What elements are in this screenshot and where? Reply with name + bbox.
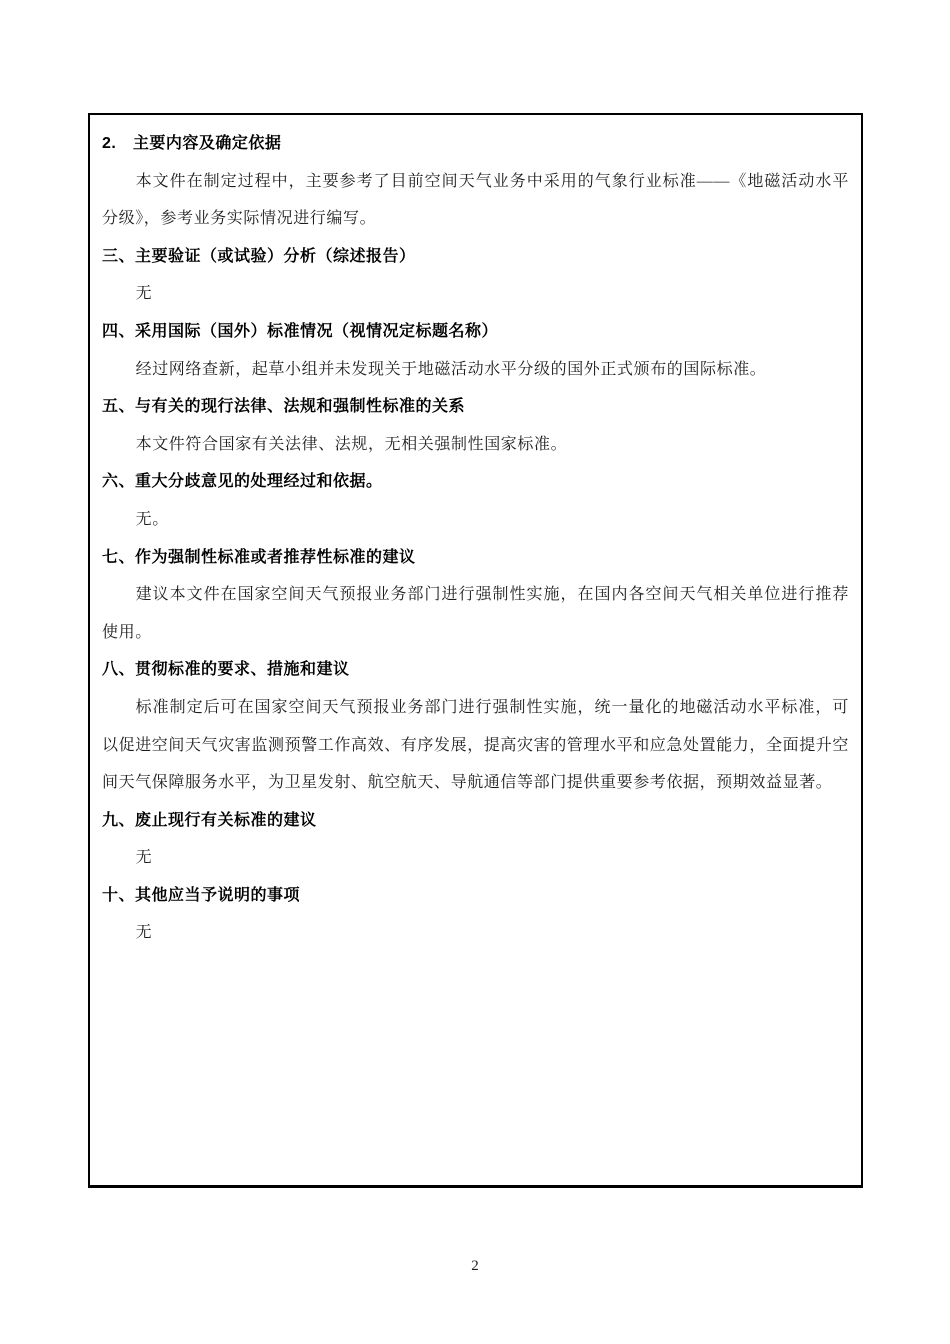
section-heading: 八、贯彻标准的要求、措施和建议 [102, 661, 350, 679]
section-mandatory-recommendation [102, 539, 849, 652]
section-heading: 三、主要验证（或试验）分析（综述报告） [102, 247, 416, 265]
section-paragraph: 本文件符合国家有关法律、法规，无相关强制性国家标准。 [135, 435, 568, 453]
section-paragraph: 无 [135, 924, 153, 942]
section-laws-relation [102, 388, 849, 463]
section-heading: 十、其他应当予说明的事项 [102, 886, 301, 904]
content-border-box [88, 113, 863, 1188]
section-heading: 五、与有关的现行法律、法规和强制性标准的关系 [102, 398, 466, 416]
section-paragraph: 经过网络查新，起草小组并未发现关于地磁活动水平分级的国外正式颁布的国际标准。 [135, 360, 767, 378]
section-heading: 六、重大分歧意见的处理经过和依据。 [102, 473, 383, 491]
section-main-content [102, 125, 849, 238]
section-paragraph: 建议本文件在国家空间天气预报业务部门进行强制性实施，在国内各空间天气相关单位进行推荐使用。 [102, 586, 849, 641]
section-verification [102, 238, 849, 313]
section-abolish-standards [102, 802, 849, 877]
section-paragraph: 标准制定后可在国家空间天气预报业务部门进行强制性实施，统一量化的地磁活动水平标准，可以促进空间天气灾害监测预警工作高效、有序发展，提高灾害的管理水平和应急处置能力，全面提升空间天气保障服务水平，为卫星发射、航空航天、导航通信等部门提供重要参考依据，预期效益显著。 [102, 698, 850, 792]
section-paragraph: 无 [135, 849, 153, 867]
section-heading: 九、废止现行有关标准的建议 [102, 811, 317, 829]
section-disputes [102, 463, 849, 538]
page-number: 2 [471, 1258, 479, 1274]
section-paragraph: 本文件在制定过程中，主要参考了目前空间天气业务中采用的气象行业标准——《地磁活动水平分级》，参考业务实际情况进行编写。 [102, 172, 849, 228]
section-other-matters [102, 877, 849, 952]
section-implementation [102, 651, 849, 801]
section-heading: 2. 主要内容及确定依据 [102, 135, 282, 152]
section-international-standards [102, 313, 849, 388]
section-heading: 四、采用国际（国外）标准情况（视情况定标题名称） [102, 322, 499, 340]
section-heading: 七、作为强制性标准或者推荐性标准的建议 [102, 548, 416, 566]
section-paragraph: 无 [135, 285, 153, 303]
section-paragraph: 无。 [135, 510, 169, 528]
